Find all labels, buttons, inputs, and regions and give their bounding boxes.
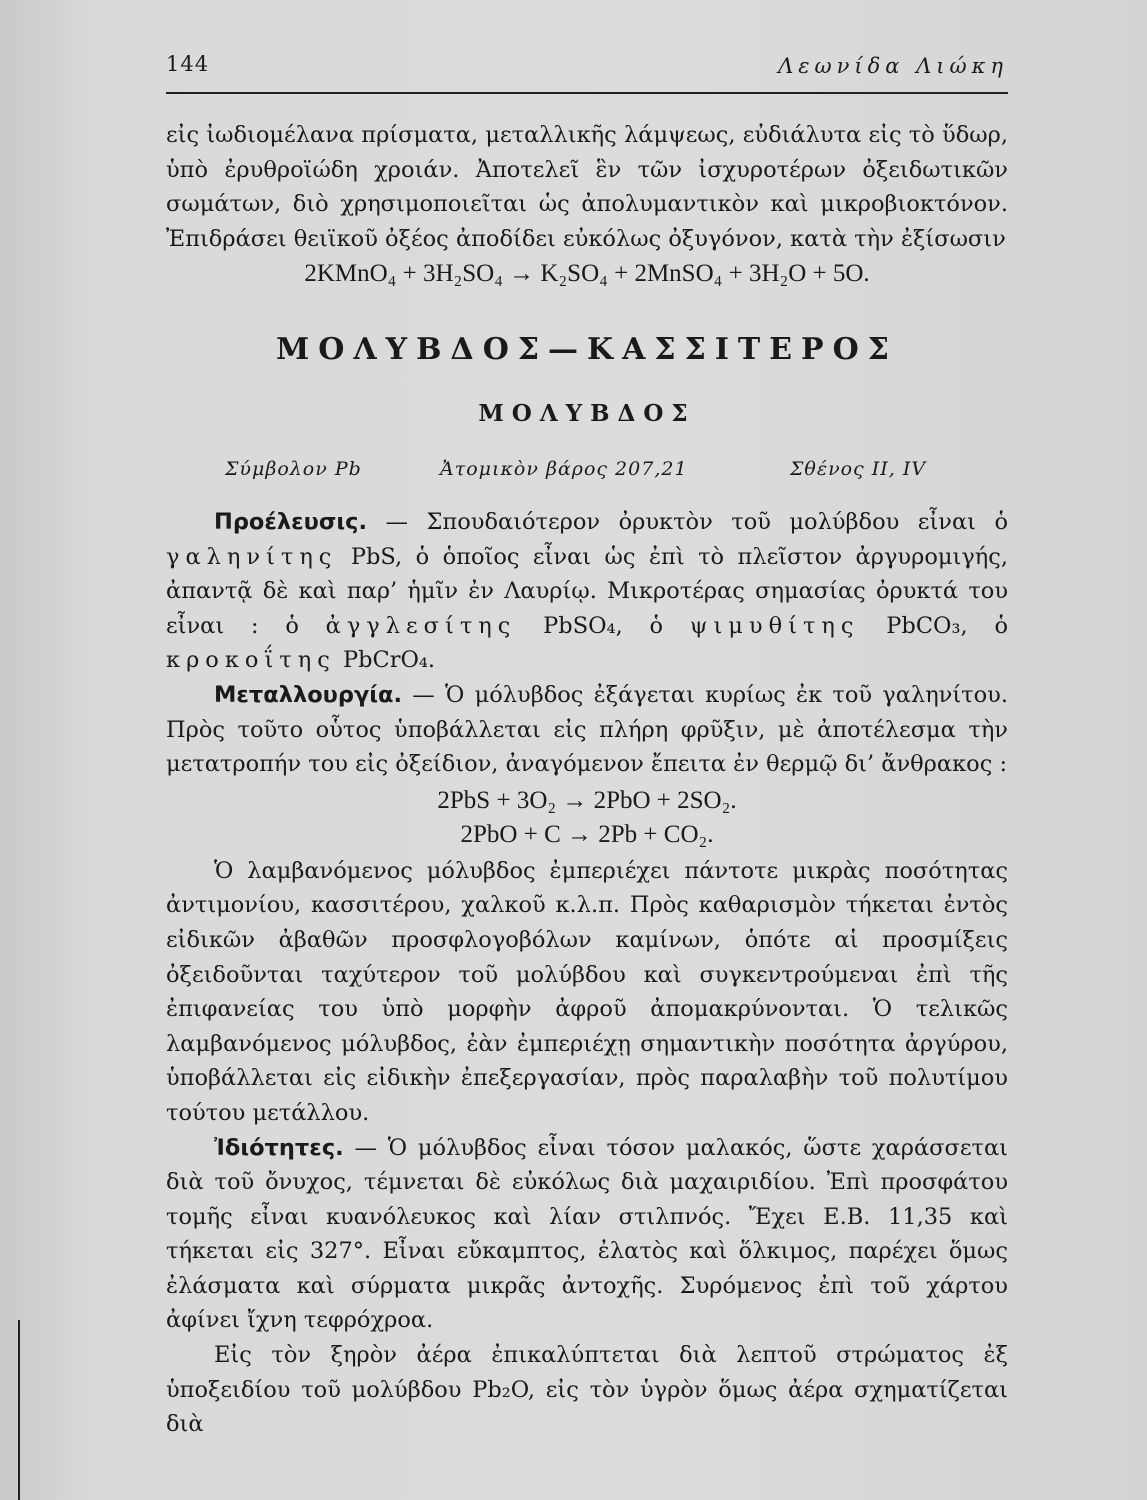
metallurgy-text: — Ὁ μόλυβδος ἐξάγεται κυρίως ἐκ τοῦ γαληνίτου. Πρὸς τοῦτο οὗτος ὑποβάλλεται εἰς πλήρη φρῦξιν, μὲ ἀποτέλεσμα τὴν μετατροπήν του εἰς ὀξείδιον, ἀναγόμενον ἔπειτα ἐν θερμῷ δι’ ἄνθρακος : (166, 681, 1008, 778)
mineral-anglesite: ἀγγλεσίτης (325, 612, 517, 639)
properties-text: — Ὁ μόλυβδος εἶναι τόσον μαλακός, ὥστε χαράσσεται διὰ τοῦ ὄνυχος, τέμνεται δὲ εὐκόλως διὰ μαχαιριδίου. Ἐπὶ προσφάτου τομῆς εἶναι κυανόλευκος καὶ λίαν στιλπνός. Ἔχει Ε.Β. 11,35 καὶ τήκεται εἰς 327°. Εἶναι εὔκαμπτος, ἐλατὸς καὶ ὅλκιμος, παρέχει ὅμως ἐλάσματα καὶ σύρματα μικρᾶς ἀντοχῆς. Συρόμενος ἐπὶ τοῦ χάρτου ἀφίνει ἴχνη τεφρόχροα. (166, 1134, 1008, 1334)
origin-text-5: PbCrO₄. (335, 647, 436, 674)
intro-text (166, 118, 1008, 256)
origin-text-2: PbS, ὁ ὁποῖος εἶναι ὡς ἐπὶ τὸ πλεῖστον ἀργυρομιγής, ἀπαντᾷ δὲ καὶ παρ’ ἡμῖν ἐν Λαυρίῳ. Μικροτέρας σημασίας ὀρυκτά του εἶναι : ὁ (166, 543, 1008, 639)
origin-text-4: PbCO₃, ὁ (859, 612, 1008, 639)
metallurgy-paragraph (166, 678, 1008, 782)
origin-paragraph (166, 505, 1008, 678)
metallurgy-equations (166, 784, 1008, 852)
section-subtitle: ΜΟΛΥΒΔΟΣ (478, 400, 696, 427)
margin-rule (18, 1320, 20, 1500)
page-header (166, 48, 1008, 94)
origin-heading: Προέλευσις. (214, 509, 368, 535)
main-text (166, 505, 1008, 1442)
running-head: Λεωνίδα Λιώκη (778, 54, 1008, 78)
element-symbol: Σύμβολον Pb (225, 458, 362, 480)
equation-reduction: 2PbO + C → 2Pb + CO₂. (460, 820, 714, 848)
section-title: ΜΟΛΥΒΔΟΣ—ΚΑΣΣΙΤΕΡΟΣ (276, 332, 898, 367)
equation-roasting: 2PbS + 3O₂ → 2PbO + 2SO₂. (437, 786, 737, 814)
mineral-crocoite: κροκοΐτης (166, 647, 336, 674)
page-number: 144 (166, 52, 210, 76)
intro-paragraph: εἰς ἰωδιομέλανα πρίσματα, μεταλλικῆς λάμψεως, εὐδιάλυτα εἰς τὸ ὕδωρ, ὑπὸ ἐρυθροϊώδη χροιάν. Ἀποτελεῖ ἓν τῶν ἰσχυροτέρων ὀξειδωτικῶν σωμάτων, διὸ χρησιμοποιεῖται ὡς ἀπολυμαντικὸν καὶ μικροβιοκτόνον. Ἐπιδράσει θειϊκοῦ ὀξέος ἀποδίδει εὐκόλως ὀξυγόνον, κατὰ τὴν ἐξίσωσιν (166, 122, 1008, 252)
metallurgy-heading: Μεταλλουργία. (214, 681, 403, 708)
atomic-weight: Ἀτομικὸν βάρος 207,21 (440, 458, 688, 480)
origin-text-3: PbSO₄, ὁ (516, 612, 690, 639)
properties-paragraph (166, 1131, 1008, 1339)
oxidation-paragraph: Εἰς τὸν ξηρὸν ἀέρα ἐπικαλύπτεται διὰ λεπτοῦ στρώματος ἐξ ὑποξειδίου τοῦ μολύβδου Pb₂O, εἰς τὸν ὑγρὸν ὅμως ἀέρα σχηματίζεται διὰ (166, 1342, 1008, 1438)
equation-permanganate: 2KMnO₄ + 3H₂SO₄ → K₂SO₄ + 2MnSO₄ + 3H₂O + 5O. (304, 260, 870, 287)
refining-paragraph: Ὁ λαμβανόμενος μόλυβδος ἐμπεριέχει πάντοτε μικρὰς ποσότητας ἀντιμονίου, κασσιτέρου, χαλκοῦ κ.λ.π. Πρὸς καθαρισμὸν τήκεται ἐντὸς εἰδικῶν ἀβαθῶν προσφλογοβόλων καμίνων, ὁπότε αἱ προσμίξεις ὀξειδοῦνται ταχύτερον τοῦ μολύβδου καὶ συγκεντρούμεναι ἐπὶ τῆς ἐπιφανείας του ὑπὸ μορφὴν ἀφροῦ ἀπομακρύνονται. Ὁ τελικῶς λαμβανόμενος μόλυβδος, ἐὰν ἐμπεριέχῃ σημαντικὴν ποσότητα ἀργύρου, ὑποβάλλεται εἰς εἰδικὴν ἐπεξεργασίαν, πρὸς παραλαβὴν τοῦ πολυτίμου τούτου μετάλλου. (166, 857, 1008, 1126)
properties-heading: Ἰδιότητες. (214, 1134, 344, 1161)
origin-text-1: — Σπουδαιότερον ὀρυκτὸν τοῦ μολύβδου εἶναι ὁ (367, 509, 1008, 535)
mineral-galena: γαληνίτης (166, 543, 338, 570)
valence: Σθένος II, IV (790, 458, 927, 480)
mineral-cerussite: ψιμυθίτης (689, 612, 860, 639)
